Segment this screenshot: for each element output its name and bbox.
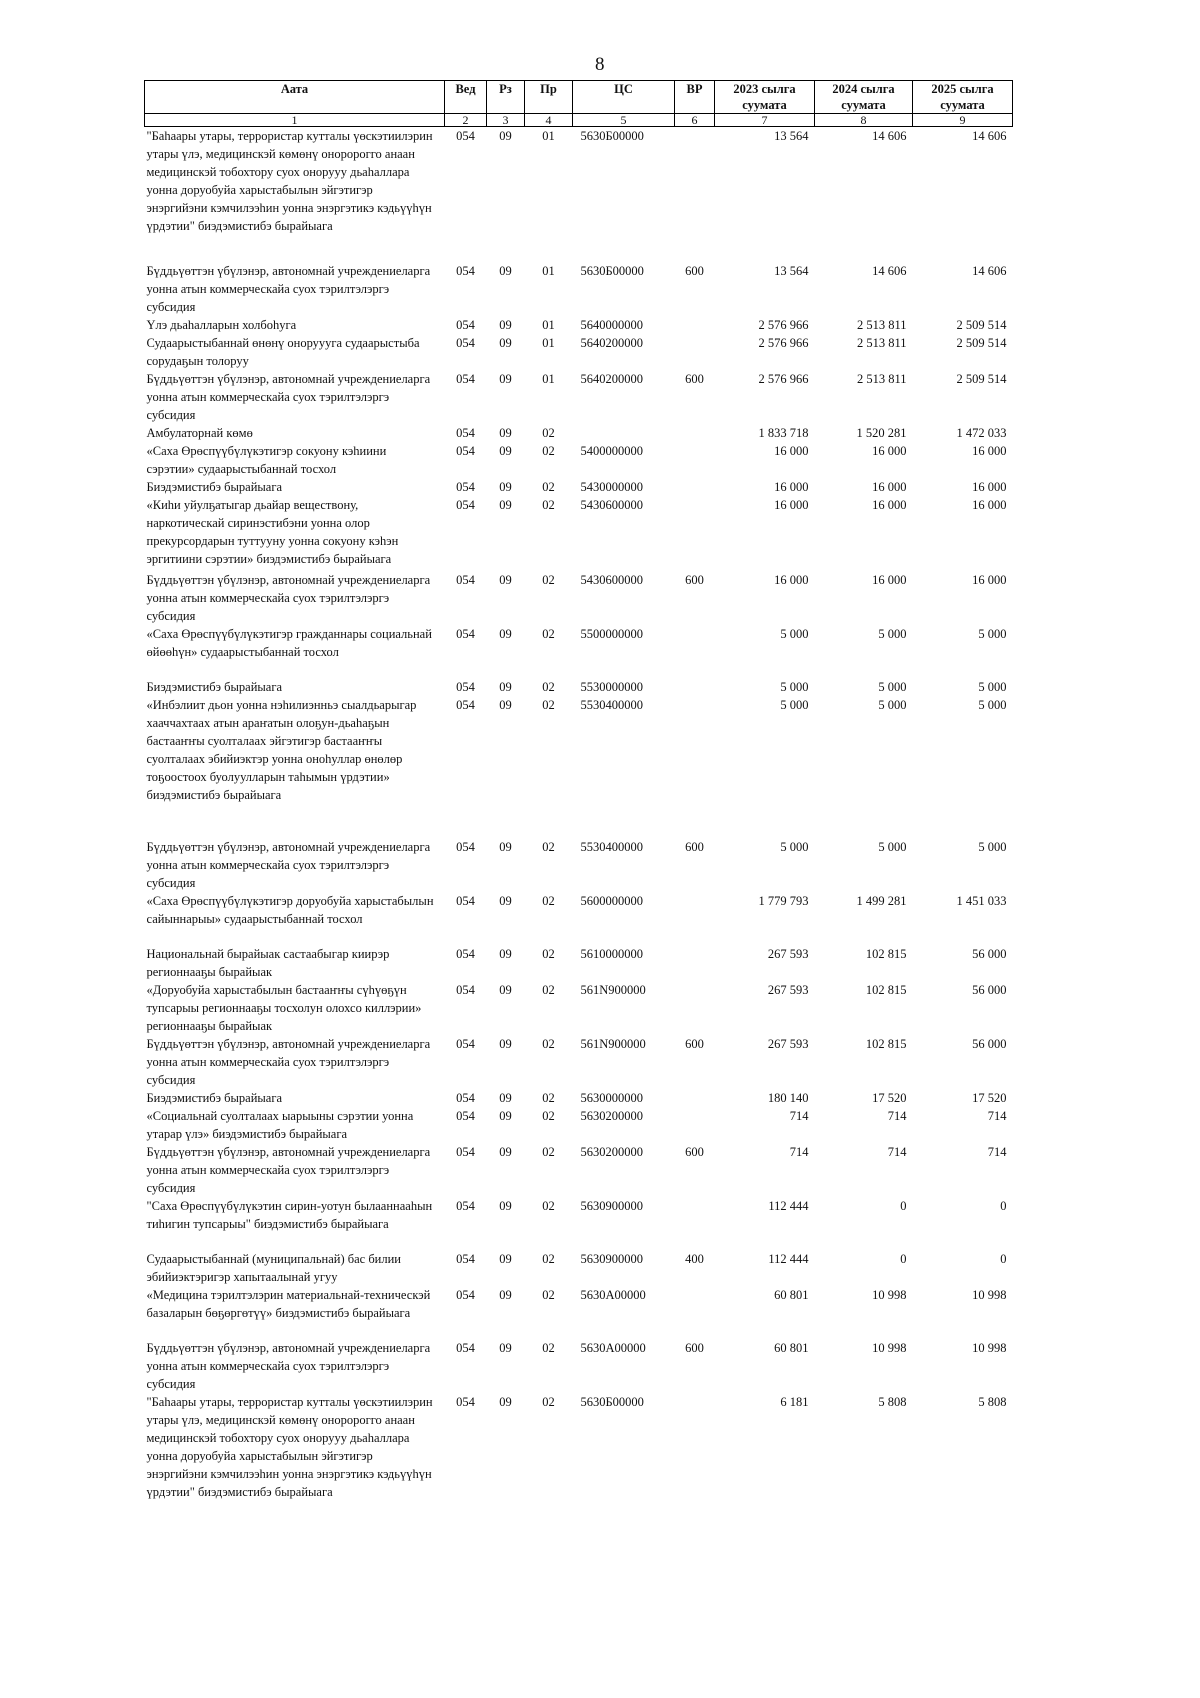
- amount-2023-cell: 13 564: [774, 263, 809, 278]
- ved-cell: 054: [456, 1340, 475, 1355]
- amount-2023-cell: 16 000: [774, 479, 809, 494]
- amount-2025-cell: 5 000: [978, 839, 1007, 854]
- column-header-2024: 2024 сылга суумата: [815, 81, 913, 114]
- ved-cell: 054: [456, 1144, 475, 1159]
- pr-cell: 02: [542, 1108, 555, 1123]
- cs-code-cell: 5630000000: [580, 1090, 643, 1105]
- table-row: [145, 571, 1013, 625]
- table-row: [145, 370, 1013, 424]
- column-header-name: Аата: [145, 81, 445, 114]
- amount-2024-cell: 2 513 811: [856, 371, 907, 386]
- pr-cell: 02: [542, 679, 555, 694]
- cs-code-cell: 5600000000: [580, 893, 643, 908]
- pr-cell: 02: [542, 697, 555, 712]
- column-header-vr: ВР: [675, 81, 715, 114]
- ved-cell: 054: [456, 1287, 475, 1302]
- table-row: [145, 262, 1013, 316]
- row-name-cell: Бүддьүөттэн үбүлэнэр, автономнай учреждениеларга уонна атын коммерческайа суох тэрилтэлэргэ субсидия: [146, 572, 431, 623]
- amount-2024-cell: 14 606: [872, 263, 907, 278]
- cs-code-cell: 5640200000: [580, 371, 643, 386]
- rz-cell: 09: [499, 1144, 512, 1159]
- amount-2024-cell: 17 520: [872, 1090, 907, 1105]
- amount-2024-cell: 1 520 281: [856, 425, 907, 440]
- amount-2025-cell: 10 998: [972, 1340, 1007, 1355]
- rz-cell: 09: [499, 1394, 512, 1409]
- vr-cell: [675, 892, 715, 945]
- amount-2023-cell: 2 576 966: [758, 371, 809, 386]
- amount-2023-cell: 5 000: [780, 697, 809, 712]
- table-row: [145, 478, 1013, 496]
- vr-cell: [675, 1107, 715, 1143]
- amount-2024-cell: 714: [887, 1108, 907, 1123]
- column-header-pr: Пр: [525, 81, 573, 114]
- vr-cell: [675, 981, 715, 1035]
- amount-2024-cell: 5 000: [878, 697, 907, 712]
- table-row: [145, 424, 1013, 442]
- budget-table-container: [144, 80, 1012, 1518]
- amount-2023-cell: 5 000: [780, 679, 809, 694]
- rz-cell: 09: [499, 1198, 512, 1213]
- amount-2025-cell: 5 000: [978, 697, 1007, 712]
- vr-cell: [675, 496, 715, 571]
- amount-2024-cell: 0: [900, 1198, 907, 1213]
- vr-cell: 600: [685, 263, 704, 278]
- vr-cell: 400: [685, 1251, 704, 1266]
- amount-2023-cell: 267 593: [767, 982, 809, 997]
- amount-2023-cell: 13 564: [774, 129, 809, 143]
- rz-cell: 09: [499, 1340, 512, 1355]
- table-row: [145, 496, 1013, 571]
- amount-2024-cell: 14 606: [872, 129, 907, 143]
- pr-cell: 02: [542, 893, 555, 908]
- table-row: [145, 838, 1013, 892]
- vr-cell: [675, 945, 715, 981]
- row-name-cell: Үлэ дьаhалларын холбоhуга: [146, 317, 297, 332]
- cs-code-cell: 5640200000: [580, 335, 643, 350]
- amount-2023-cell: 2 576 966: [758, 317, 809, 332]
- amount-2023-cell: 112 444: [768, 1198, 809, 1213]
- amount-2025-cell: 1 472 033: [956, 425, 1007, 440]
- rz-cell: 09: [499, 893, 512, 908]
- table-row: [145, 127, 1013, 262]
- amount-2023-cell: 5 000: [780, 626, 809, 641]
- vr-cell: [675, 316, 715, 334]
- table-row: [145, 625, 1013, 678]
- rz-cell: 09: [499, 1036, 512, 1051]
- amount-2025-cell: 14 606: [972, 129, 1007, 143]
- amount-2024-cell: 5 000: [878, 839, 907, 854]
- row-name-cell: «Саха Өрөспүүбүлүкэтигэр гражданнары социальнай өйөөhүн» судаарыстыбаннай тосхол: [146, 626, 432, 659]
- pr-cell: 02: [542, 1144, 555, 1159]
- amount-2023-cell: 60 801: [774, 1287, 809, 1302]
- cs-code-cell: 5500000000: [580, 626, 643, 641]
- amount-2025-cell: 1 451 033: [956, 893, 1007, 908]
- cs-code-cell: 5630Б00000: [580, 263, 644, 278]
- table-row: [145, 1393, 1013, 1518]
- pr-cell: 02: [542, 946, 555, 961]
- row-name-cell: Биэдэмистибэ бырайыага: [146, 1090, 283, 1105]
- amount-2025-cell: 16 000: [972, 443, 1007, 458]
- table-row: [145, 1339, 1013, 1393]
- rz-cell: 09: [499, 1090, 512, 1105]
- amount-2024-cell: 0: [900, 1251, 907, 1266]
- amount-2024-cell: 5 000: [878, 626, 907, 641]
- table-body: [145, 127, 1013, 1518]
- amount-2024-cell: 10 998: [872, 1287, 907, 1302]
- row-name-cell: Амбулаторнай көмө: [146, 425, 253, 440]
- amount-2024-cell: 10 998: [872, 1340, 907, 1355]
- amount-2023-cell: 5 000: [780, 839, 809, 854]
- ved-cell: 054: [456, 1090, 475, 1105]
- column-number: 6: [675, 114, 715, 127]
- row-name-cell: Бүддьүөттэн үбүлэнэр, автономнай учреждениеларга уонна атын коммерческайа суох тэрилтэлэргэ субсидия: [146, 371, 431, 422]
- table-row: [145, 1089, 1013, 1107]
- row-name-cell: Биэдэмистибэ бырайыага: [146, 679, 283, 694]
- row-name-cell: "Саха Өрөспүүбүлүкэтин сирин-уотун былааннааhын тиhигин тупсарыы" биэдэмистибэ бырайыага: [146, 1198, 433, 1231]
- cs-code-cell: 5530000000: [580, 679, 643, 694]
- rz-cell: 09: [499, 317, 512, 332]
- ved-cell: 054: [456, 425, 475, 440]
- ved-cell: 054: [456, 335, 475, 350]
- rz-cell: 09: [499, 697, 512, 712]
- vr-cell: 600: [685, 1036, 704, 1051]
- amount-2025-cell: 5 000: [978, 626, 1007, 641]
- rz-cell: 09: [499, 572, 512, 587]
- vr-cell: [675, 696, 715, 838]
- vr-cell: [675, 424, 715, 442]
- row-name-cell: Национальнай бырайыак састаабыгар киирэр регионнааҕы бырайыак: [146, 946, 390, 979]
- vr-cell: [675, 625, 715, 678]
- vr-cell: 600: [685, 1144, 704, 1159]
- amount-2025-cell: 2 509 514: [956, 317, 1007, 332]
- ved-cell: 054: [456, 946, 475, 961]
- table-row: [145, 981, 1013, 1035]
- pr-cell: 02: [542, 1036, 555, 1051]
- pr-cell: 02: [542, 1394, 555, 1409]
- table-row: [145, 1143, 1013, 1197]
- amount-2025-cell: 16 000: [972, 572, 1007, 587]
- pr-cell: 02: [542, 572, 555, 587]
- pr-cell: 02: [542, 443, 555, 458]
- table-row: [145, 442, 1013, 478]
- vr-cell: [675, 442, 715, 478]
- row-name-cell: "Баhаары утары, террористар кутталы үөскэтиилэрин утары үлэ, медицинскэй көмөнү оноророгго анаан медицинскэй тобохтору суох онорууу дьаhаллара уонна доруобуйа харыстабылын эйгэтигэр энэргийэни кэмчилээhин уонна энэргэтикэ кэдьүүhүн үрдэтии" биэдэмистибэ бырайыага: [146, 129, 433, 233]
- column-number: 7: [715, 114, 815, 127]
- amount-2023-cell: 267 593: [767, 946, 809, 961]
- pr-cell: 02: [542, 1287, 555, 1302]
- ved-cell: 054: [456, 1198, 475, 1213]
- ved-cell: 054: [456, 839, 475, 854]
- column-number: 4: [525, 114, 573, 127]
- column-header-2025: 2025 сылга суумата: [913, 81, 1013, 114]
- pr-cell: 01: [542, 371, 555, 386]
- amount-2025-cell: 56 000: [972, 982, 1007, 997]
- amount-2025-cell: 17 520: [972, 1090, 1007, 1105]
- amount-2024-cell: 102 815: [865, 946, 907, 961]
- column-number: 3: [487, 114, 525, 127]
- cs-code-cell: 5630200000: [580, 1144, 643, 1159]
- row-name-cell: Бүддьүөттэн үбүлэнэр, автономнай учреждениеларга уонна атын коммерческайа суох тэрилтэлэргэ субсидия: [146, 263, 431, 314]
- ved-cell: 054: [456, 1036, 475, 1051]
- ved-cell: 054: [456, 572, 475, 587]
- amount-2023-cell: 267 593: [767, 1036, 809, 1051]
- amount-2023-cell: 16 000: [774, 443, 809, 458]
- cs-code-cell: 5530400000: [580, 697, 643, 712]
- pr-cell: 02: [542, 982, 555, 997]
- cs-code-cell: 561N900000: [580, 1036, 646, 1051]
- rz-cell: 09: [499, 1287, 512, 1302]
- cs-code-cell: 5400000000: [580, 443, 643, 458]
- ved-cell: 054: [456, 1394, 475, 1409]
- pr-cell: 02: [542, 839, 555, 854]
- rz-cell: 09: [499, 1108, 512, 1123]
- amount-2025-cell: 16 000: [972, 479, 1007, 494]
- row-name-cell: Судаарыстыбаннай өнөнү оноруууга судаарыстыба сорудаҕын толоруу: [146, 335, 420, 368]
- amount-2023-cell: 2 576 966: [758, 335, 809, 350]
- ved-cell: 054: [456, 263, 475, 278]
- rz-cell: 09: [499, 371, 512, 386]
- row-name-cell: Бүддьүөттэн үбүлэнэр, автономнай учреждениеларга уонна атын коммерческайа суох тэрилтэлэргэ субсидия: [146, 1036, 431, 1087]
- amount-2025-cell: 56 000: [972, 1036, 1007, 1051]
- cs-code-cell: 5640000000: [580, 317, 643, 332]
- cs-code-cell: 5630900000: [580, 1198, 643, 1213]
- amount-2025-cell: 2 509 514: [956, 335, 1007, 350]
- pr-cell: 01: [542, 129, 555, 143]
- cs-code-cell: 5630Б00000: [580, 129, 644, 143]
- amount-2024-cell: 714: [887, 1144, 907, 1159]
- row-name-cell: Биэдэмистибэ бырайыага: [146, 479, 283, 494]
- table-row: [145, 892, 1013, 945]
- column-header-ved: Вед: [445, 81, 487, 114]
- ved-cell: 054: [456, 317, 475, 332]
- amount-2024-cell: 2 513 811: [856, 317, 907, 332]
- rz-cell: 09: [499, 946, 512, 961]
- rz-cell: 09: [499, 263, 512, 278]
- amount-2023-cell: 16 000: [774, 497, 809, 512]
- row-name-cell: "Баhаары утары, террористар кутталы үөскэтиилэрин утары үлэ, медицинскэй көмөнү оноророгго анаан медицинскэй тобохтору суох онорууу дьаhаллара уонна доруобуйа харыстабылын эйгэтигэр энэргийэни кэмчилээhин уонна энэргэтикэ кэдьүүhүн үрдэтии" биэдэмистибэ бырайыага: [146, 1394, 433, 1499]
- budget-table: [144, 80, 1013, 1518]
- ved-cell: 054: [456, 443, 475, 458]
- ved-cell: 054: [456, 679, 475, 694]
- table-row: [145, 1035, 1013, 1089]
- table-row: [145, 1250, 1013, 1286]
- row-name-cell: Бүддьүөттэн үбүлэнэр, автономнай учреждениеларга уонна атын коммерческайа суох тэрилтэлэргэ субсидия: [146, 1144, 431, 1195]
- vr-cell: 600: [685, 1340, 704, 1355]
- row-name-cell: «Киhи уйулҕатыгар дьайар веществону, наркотическай сиринэстибэни уонна олор прекурсордарын туттууну уонна сокуону кэhэн эргитиини сэрэтии» биэдэмистибэ бырайыага: [146, 497, 399, 566]
- amount-2024-cell: 102 815: [865, 1036, 907, 1051]
- vr-cell: 600: [685, 839, 704, 854]
- cs-code-cell: 5430600000: [580, 497, 643, 512]
- pr-cell: 02: [542, 497, 555, 512]
- ved-cell: 054: [456, 371, 475, 386]
- amount-2023-cell: 180 140: [767, 1090, 809, 1105]
- rz-cell: 09: [499, 425, 512, 440]
- rz-cell: 09: [499, 129, 512, 143]
- rz-cell: 09: [499, 839, 512, 854]
- vr-cell: [675, 678, 715, 696]
- vr-cell: 600: [685, 371, 704, 386]
- amount-2023-cell: 112 444: [768, 1251, 809, 1266]
- ved-cell: 054: [456, 893, 475, 908]
- table-row: [145, 945, 1013, 981]
- amount-2025-cell: 16 000: [972, 497, 1007, 512]
- ved-cell: 054: [456, 497, 475, 512]
- amount-2024-cell: 16 000: [872, 443, 907, 458]
- rz-cell: 09: [499, 626, 512, 641]
- column-header-rz: Рз: [487, 81, 525, 114]
- amount-2024-cell: 1 499 281: [856, 893, 907, 908]
- pr-cell: 02: [542, 479, 555, 494]
- row-name-cell: Судаарыстыбаннай (муниципальнай) бас билии эбийиэктэригэр хапытаалынай угуу: [146, 1251, 401, 1284]
- column-number: 8: [815, 114, 913, 127]
- cs-code-cell: [573, 424, 675, 442]
- row-name-cell: «Инбэлиит дьон уонна нэhилиэнньэ сыалдьарыгар хааччахтаах атын араҥатын олоҕун-дьаhаҕын бастааҥҥы суолталаах эйгэтигэр бастааҥҥы суолталаах эбийиэктэр уонна оноhуллар өнөлөр тоҕоостоох буолуулларын таhымын үрдэтии» биэдэмистибэ бырайыага: [146, 697, 417, 802]
- pr-cell: 02: [542, 626, 555, 641]
- vr-cell: [675, 334, 715, 370]
- amount-2025-cell: 0: [1000, 1198, 1007, 1213]
- amount-2025-cell: 5 808: [978, 1394, 1007, 1409]
- table-row: [145, 696, 1013, 838]
- rz-cell: 09: [499, 1251, 512, 1266]
- row-name-cell: «Саха Өрөспүүбүлүкэтигэр сокуону кэhиини сэрэтии» судаарыстыбаннай тосхол: [146, 443, 387, 476]
- rz-cell: 09: [499, 479, 512, 494]
- ved-cell: 054: [456, 1251, 475, 1266]
- ved-cell: 054: [456, 129, 475, 143]
- rz-cell: 09: [499, 497, 512, 512]
- amount-2025-cell: 10 998: [972, 1287, 1007, 1302]
- pr-cell: 02: [542, 1340, 555, 1355]
- row-name-cell: «Социальнай суолталаах ыарыыны сэрэтии уонна утарар үлэ» биэдэмистибэ бырайыага: [146, 1108, 414, 1141]
- pr-cell: 02: [542, 1090, 555, 1105]
- rz-cell: 09: [499, 982, 512, 997]
- amount-2023-cell: 60 801: [774, 1340, 809, 1355]
- amount-2025-cell: 714: [987, 1108, 1007, 1123]
- table-header-row: [145, 81, 1013, 114]
- row-name-cell: Бүддьүөттэн үбүлэнэр, автономнай учреждениеларга уонна атын коммерческайа суох тэрилтэлэргэ субсидия: [146, 1340, 431, 1391]
- amount-2024-cell: 16 000: [872, 479, 907, 494]
- page-number: 8: [595, 54, 605, 75]
- table-row: [145, 334, 1013, 370]
- pr-cell: 02: [542, 425, 555, 440]
- amount-2025-cell: 2 509 514: [956, 371, 1007, 386]
- ved-cell: 054: [456, 626, 475, 641]
- cs-code-cell: 5430000000: [580, 479, 643, 494]
- vr-cell: [675, 1286, 715, 1339]
- rz-cell: 09: [499, 679, 512, 694]
- amount-2025-cell: 714: [987, 1144, 1007, 1159]
- pr-cell: 02: [542, 1251, 555, 1266]
- amount-2023-cell: 714: [789, 1144, 809, 1159]
- rz-cell: 09: [499, 335, 512, 350]
- amount-2024-cell: 16 000: [872, 497, 907, 512]
- amount-2023-cell: 16 000: [774, 572, 809, 587]
- column-number: 2: [445, 114, 487, 127]
- cs-code-cell: 5630А00000: [580, 1287, 646, 1302]
- vr-cell: [675, 478, 715, 496]
- amount-2023-cell: 1 833 718: [758, 425, 809, 440]
- pr-cell: 02: [542, 1198, 555, 1213]
- column-header-cs: ЦС: [573, 81, 675, 114]
- vr-cell: [675, 127, 715, 262]
- column-header-2023: 2023 сылга суумата: [715, 81, 815, 114]
- column-number: 9: [913, 114, 1013, 127]
- cs-code-cell: 5530400000: [580, 839, 643, 854]
- table-row: [145, 678, 1013, 696]
- cs-code-cell: 5610000000: [580, 946, 643, 961]
- cs-code-cell: 5630900000: [580, 1251, 643, 1266]
- vr-cell: [675, 1393, 715, 1518]
- amount-2023-cell: 714: [789, 1108, 809, 1123]
- ved-cell: 054: [456, 1108, 475, 1123]
- amount-2023-cell: 1 779 793: [758, 893, 809, 908]
- ved-cell: 054: [456, 479, 475, 494]
- amount-2025-cell: 56 000: [972, 946, 1007, 961]
- amount-2024-cell: 102 815: [865, 982, 907, 997]
- table-row: [145, 1197, 1013, 1250]
- row-name-cell: «Саха Өрөспүүбүлүкэтигэр доруобуйа харыстабылын сайыннарыы» судаарыстыбаннай тосхол: [146, 893, 434, 926]
- amount-2024-cell: 5 808: [878, 1394, 907, 1409]
- cs-code-cell: 561N900000: [580, 982, 646, 997]
- amount-2024-cell: 2 513 811: [856, 335, 907, 350]
- pr-cell: 01: [542, 317, 555, 332]
- cs-code-cell: 5630А00000: [580, 1340, 646, 1355]
- ved-cell: 054: [456, 982, 475, 997]
- ved-cell: 054: [456, 697, 475, 712]
- table-row: [145, 316, 1013, 334]
- rz-cell: 09: [499, 443, 512, 458]
- amount-2024-cell: 5 000: [878, 679, 907, 694]
- pr-cell: 01: [542, 335, 555, 350]
- vr-cell: [675, 1089, 715, 1107]
- table-row: [145, 1286, 1013, 1339]
- cs-code-cell: 5630200000: [580, 1108, 643, 1123]
- column-number: 5: [573, 114, 675, 127]
- vr-cell: 600: [685, 572, 704, 587]
- cs-code-cell: 5630Б00000: [580, 1394, 644, 1409]
- row-name-cell: «Медицина тэрилтэлэрин материальнай-техническэй базаларын бөҕөргөтүү» биэдэмистибэ бырайыага: [146, 1287, 431, 1320]
- amount-2024-cell: 16 000: [872, 572, 907, 587]
- amount-2025-cell: 14 606: [972, 263, 1007, 278]
- table-row: [145, 1107, 1013, 1143]
- column-number-row: [145, 114, 1013, 127]
- cs-code-cell: 5430600000: [580, 572, 643, 587]
- amount-2025-cell: 0: [1000, 1251, 1007, 1266]
- row-name-cell: «Доруобуйа харыстабылын бастааҥҥы сүhүөҕүн тупсарыы регионнааҕы тосхолун олохсо киллэрии» регионнааҕы бырайыак: [146, 982, 422, 1033]
- amount-2023-cell: 6 181: [780, 1394, 809, 1409]
- row-name-cell: Бүддьүөттэн үбүлэнэр, автономнай учреждениеларга уонна атын коммерческайа суох тэрилтэлэргэ субсидия: [146, 839, 431, 890]
- pr-cell: 01: [542, 263, 555, 278]
- column-number: 1: [145, 114, 445, 127]
- vr-cell: [675, 1197, 715, 1250]
- amount-2025-cell: 5 000: [978, 679, 1007, 694]
